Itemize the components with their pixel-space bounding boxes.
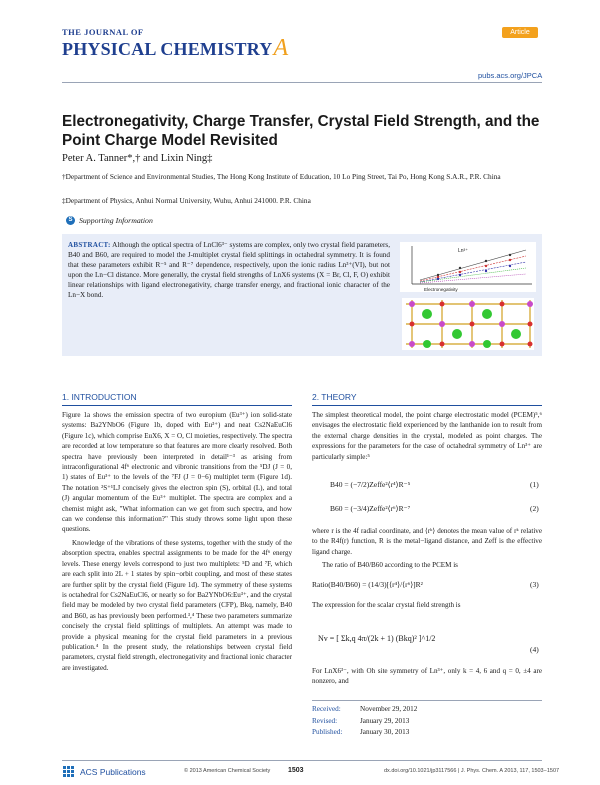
graphic-plot-background: [400, 242, 536, 292]
theory-heading: 2. THEORY: [312, 392, 357, 402]
publication-dates: [312, 704, 417, 739]
article-title: Electronegativity, Charge Transfer, Crystal Field Strength, and the Point Charge Model Revisited: [62, 113, 540, 149]
info-icon: S: [66, 216, 75, 225]
date-published: [312, 727, 417, 739]
date-revised: [312, 716, 417, 728]
graphic-crystal-structure: [402, 298, 534, 350]
equation-3-number: (3): [530, 580, 539, 589]
journal-name-main: PHYSICAL CHEMISTRY: [62, 39, 273, 59]
header-divider: [62, 82, 542, 83]
equation-2: B60 = (−3/4)Zeffe²⟨r⁶⟩R⁻⁷: [330, 504, 411, 513]
theory-paragraph-4: The expression for the scalar crystal field strength is: [312, 601, 461, 609]
dates-divider: [312, 700, 542, 701]
author-list[interactable]: Peter A. Tanner*,† and Lixin Ning‡: [62, 153, 213, 164]
date-revised-label: Revised:: [312, 716, 338, 725]
intro-body: [62, 410, 292, 676]
acs-publications-text: ACS Publications: [80, 767, 146, 777]
theory-paragraph-3: The ratio of B40/B60 according to the PCEM is: [322, 561, 458, 569]
supporting-info-label: Supporting Information: [79, 216, 153, 225]
footer-doi-link[interactable]: dx.doi.org/10.1021/jp3117566 | J. Phys. Chem. A 2013, 117, 1503−1507: [384, 768, 560, 774]
theory-heading-rule: [312, 405, 542, 406]
intro-heading: 1. INTRODUCTION: [62, 392, 137, 402]
abstract-body: Although the optical spectra of LnCl6³⁻ systems are complex, only two crystal field parameters, B40 and B60, are required to model the J-multiplet crystal field splittings in octahedral symmetry. It is found that these parameters exhibit R⁻⁵ and R⁻⁷ dependence, respectively, upon the ionic radius Ln³⁺(VI), but not upon the Ln−Cl distance. More generally, the crystal field strengths of LnX6 systems (X = Br, Cl, F, O) exhibit linear relationships with ligand electronegativity, charge transfer energy, and fractional ionic character of the Ln−X bond.: [68, 241, 390, 300]
date-received-label: Received:: [312, 705, 341, 713]
theory-paragraph-5: For LnX6³⁻, with Oh site symmetry of Ln³⁺, only k = 4, 6 and q = 0, ±4 are nonzero, and: [312, 667, 542, 686]
equation-4-number: (4): [530, 645, 539, 654]
date-revised-value: January 29, 2013: [360, 716, 410, 725]
date-received-value: November 29, 2012: [360, 705, 418, 713]
footer-divider: [62, 760, 542, 761]
abstract-graphic: [398, 240, 538, 352]
date-published-label: Published:: [312, 728, 343, 736]
abstract-label: ABSTRACT:: [68, 241, 111, 249]
graphic-axis-label: Electronegativity: [424, 287, 458, 292]
date-published-value: January 30, 2013: [360, 728, 410, 736]
journal-name-top: THE JOURNAL OF: [62, 27, 144, 37]
affiliation-1: †Department of Science and Environmental Studies, The Hong Kong Institute of Education, 10 Lo Ping Street, Tai Po, Hong Kong S.A.R., P.R. China: [62, 172, 501, 181]
theory-paragraph-2: where r is the 4f radial coordinate, and ⟨rᵏ⟩ denotes the mean value of rᵏ relative to the R4f(r) function, R is the metal−ligand distance, and Zeff is the effective ligand charge.: [312, 527, 542, 556]
equation-1: B40 = (−7/2)Zeffe²⟨r⁴⟩R⁻⁵: [330, 480, 411, 489]
journal-letter: A: [273, 35, 289, 61]
equation-1-number: (1): [530, 480, 539, 489]
theory-paragraph-1: The simplest theoretical model, the point charge electrostatic model (PCEM)⁵,⁶ envisages the electrostatic field experienced by the lanthanide ion to result from the external charge densities in the crystal, modeled as point charges. The expressions for the parameters for the case of octahedral symmetry of Ln³⁺ are particularly simple:⁵: [312, 411, 542, 461]
intro-paragraph-1: Figure 1a shows the emission spectra of two europium (Eu³⁺) ion solid-state systems: Ba2YNbO6 (Figure 1b, doped with Eu³⁺) and neat Cs2NaEuCl6 (Figure 1c), which comprise EuX6, X = O, Cl moieties, respectively. The spectra are recorded at low temperature so that features are more clearly resolved. Both spectra have previously been interpreted in detail¹⁻³ as arising from intraconfigurational 4f⁶ electronic and vibronic transitions from the ⁵DJ (J = 0, 1) states of Eu³⁺ to the levels of the ⁷FJ (J = 0−6) multiplet term (Figure 1d). The notation ²S⁺¹LJ concisely gives the electron spin (S), orbital (L), and total (J) angular momentum of the Eu³⁺ multiplet. The spectra are complex and a chemist might ask, "What information can we get from such spectra, and how can we condense this information?" This study throws some light upon these questions.: [62, 411, 292, 534]
equation-3: Ratio(B40/B60) = (14/3)[⟨r⁴⟩/⟨r⁶⟩]R²: [312, 580, 423, 589]
date-received: [312, 704, 417, 716]
intro-heading-rule: [62, 405, 292, 406]
equation-4: Nv = [ Σk,q 4π/(2k + 1) (Bkq)² ]^1/2: [318, 634, 436, 643]
footer-page-number: 1503: [288, 767, 304, 774]
article-type-badge: Article: [502, 27, 538, 38]
acs-publications-logo[interactable]: [62, 765, 146, 779]
journal-name: [62, 35, 288, 62]
affiliation-2: ‡Department of Physics, Anhui Normal University, Wuhu, Anhui 241000. P.R. China: [62, 196, 311, 205]
equation-2-number: (2): [530, 504, 539, 513]
footer-copyright: © 2013 American Chemical Society: [184, 768, 271, 774]
acs-logo-icon: [62, 765, 76, 779]
journal-url-link[interactable]: pubs.acs.org/JPCA: [478, 71, 543, 80]
supporting-info-link[interactable]: [66, 216, 153, 225]
graphic-series-label: Ln³⁺: [458, 248, 468, 254]
intro-paragraph-2: Knowledge of the vibrations of these systems, together with the study of the absorption spectra, enables spectral assignments to be made for the 4f⁶ energy levels. These energy levels correspond to just two multiplets: ⁵D and ⁷F, which are each split into 2L + 1 states by spin−orbit coupling, and most of these states are further split by the crystal field (Figure 1d). The symmetry of these systems is octahedral for Cs2NaEuCl6, or nearly so for Ba2YNbO6:Eu³⁺, and the crystal field may be modeled by two crystal field parameters (CFP), Bkq, namely, B40 and B60, as has previously been performed.³,⁴ These two parameters summarize concisely the crystal field splittings of multiplets. An attempt was made to provide a physical meaning for the crystal field parameters in a previous publication.⁴ In the present study, the relationships between crystal field parameters, crystal field strength, electronegativity and fractional ionic character are investigated.: [62, 538, 292, 672]
abstract-text: [68, 240, 390, 301]
